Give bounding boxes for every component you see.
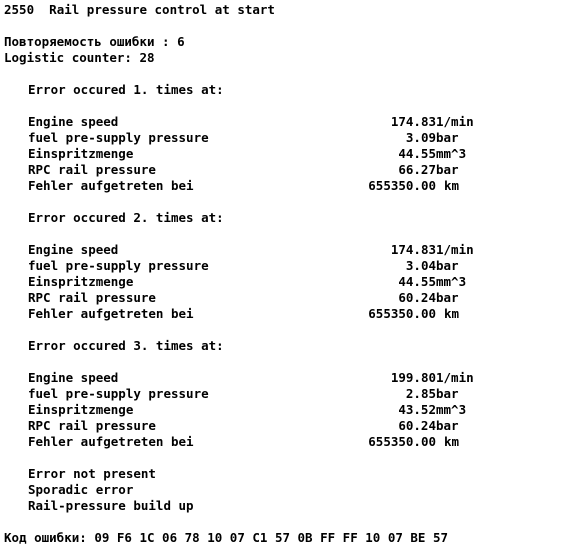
error-code-bytes: 09 F6 1C 06 78 10 07 C1 57 0B FF FF 10 07 BE 57	[94, 530, 449, 545]
error-code-line	[4, 530, 448, 546]
fault-code: 2550	[4, 2, 35, 17]
param-unit: km	[444, 306, 460, 321]
param-name: Engine speed	[28, 114, 119, 129]
param-row	[28, 146, 568, 162]
param-name: Fehler aufgetreten bei	[28, 434, 194, 449]
param-name: RPC rail pressure	[28, 290, 156, 305]
param-unit: 1/min	[436, 370, 474, 385]
param-name: fuel pre-supply pressure	[28, 130, 209, 145]
param-name: fuel pre-supply pressure	[28, 258, 209, 273]
param-name: Einspritzmenge	[28, 274, 134, 289]
param-unit: 1/min	[436, 114, 474, 129]
param-unit: bar	[436, 162, 459, 177]
param-row	[28, 258, 568, 274]
param-unit: km	[444, 178, 460, 193]
param-value: 3.09	[405, 130, 436, 145]
param-unit: mm^3	[436, 402, 467, 417]
param-row	[28, 114, 568, 130]
fault-title: Rail pressure control at start	[49, 2, 275, 17]
status-buildup: Rail-pressure build up	[28, 498, 194, 513]
param-value: 655350.00	[368, 306, 436, 321]
param-unit: mm^3	[436, 274, 467, 289]
param-name: Engine speed	[28, 370, 119, 385]
param-value: 60.24	[398, 418, 436, 433]
param-name: RPC rail pressure	[28, 418, 156, 433]
param-row	[28, 290, 568, 306]
param-name: Einspritzmenge	[28, 402, 134, 417]
param-row	[28, 178, 568, 194]
param-unit: bar	[436, 290, 459, 305]
param-value: 174.83	[390, 114, 436, 129]
param-row	[28, 306, 568, 322]
param-row	[28, 370, 568, 386]
param-name: Fehler aufgetreten bei	[28, 306, 194, 321]
param-name: RPC rail pressure	[28, 162, 156, 177]
status-not-present: Error not present	[28, 466, 156, 481]
param-unit: bar	[436, 386, 459, 401]
param-unit: bar	[436, 130, 459, 145]
param-row	[28, 162, 568, 178]
occurrence-1-heading: Error occured 1. times at:	[28, 82, 224, 97]
param-value: 174.83	[390, 242, 436, 257]
param-unit: mm^3	[436, 146, 467, 161]
param-row	[28, 434, 568, 450]
param-unit: km	[444, 434, 460, 449]
param-value: 44.55	[398, 146, 436, 161]
param-name: Fehler aufgetreten bei	[28, 178, 194, 193]
fault-title-line	[4, 2, 275, 18]
param-value: 2.85	[405, 386, 436, 401]
logistic-counter: Logistic counter: 28	[4, 50, 155, 65]
param-row	[28, 274, 568, 290]
param-value: 655350.00	[368, 434, 436, 449]
param-value: 44.55	[398, 274, 436, 289]
param-row	[28, 130, 568, 146]
param-unit: bar	[436, 258, 459, 273]
param-unit: bar	[436, 418, 459, 433]
repeat-count: Повторяемость ошибки : 6	[4, 34, 185, 49]
param-row	[28, 418, 568, 434]
param-value: 66.27	[398, 162, 436, 177]
param-value: 655350.00	[368, 178, 436, 193]
param-unit: 1/min	[436, 242, 474, 257]
param-row	[28, 242, 568, 258]
param-value: 60.24	[398, 290, 436, 305]
status-sporadic: Sporadic error	[28, 482, 134, 497]
param-value: 43.52	[398, 402, 436, 417]
param-row	[28, 402, 568, 418]
param-name: Einspritzmenge	[28, 146, 134, 161]
param-name: fuel pre-supply pressure	[28, 386, 209, 401]
occurrence-2-heading: Error occured 2. times at:	[28, 210, 224, 225]
param-value: 3.04	[405, 258, 436, 273]
param-row	[28, 386, 568, 402]
param-value: 199.80	[390, 370, 436, 385]
error-code-label: Код ошибки:	[4, 530, 87, 545]
param-name: Engine speed	[28, 242, 119, 257]
occurrence-3-heading: Error occured 3. times at:	[28, 338, 224, 353]
